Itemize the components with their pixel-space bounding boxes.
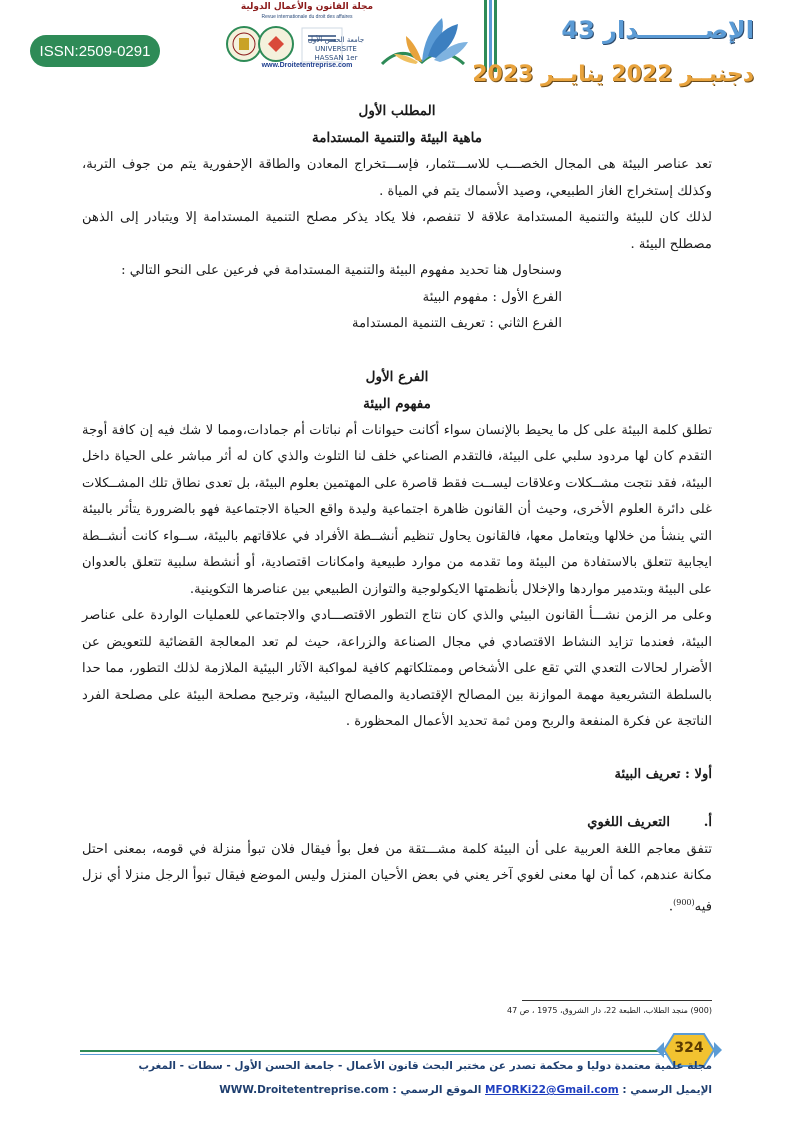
branch-subtitle: مفهوم البيئة (363, 395, 431, 412)
article-body (82, 98, 712, 920)
page-number: 324 (674, 1040, 704, 1056)
paragraph: لذلك كان للبيئة والتنمية المستدامة علاقة لا تنفصم، فلا يكاد يذكر مصلح التنمية المستدامة إلا ويتبادر إلى الذهن مصطلح البيئة . (82, 210, 712, 252)
journal-name-ar: مجلة القانون والأعمال الدولية (240, 2, 374, 12)
open-book-logo-icon (372, 4, 472, 72)
alpha-heading (82, 810, 712, 837)
paragraph: وسنحاول هنا تحديد مفهوم البيئة والتنمية المستدامة في فرعين على النحو التالي : (121, 263, 562, 278)
journal-name-fr: Revue internationale du droit des affaires (261, 14, 353, 20)
paragraph: تطلق كلمة البيئة على كل ما يحيط بالإنسان سواء أكانت حيوانات أم نباتات أم جمادات،ومما لا شك فيه إن كافة أوجة التقدم كان لها مردود سلبي على البيئة، فالتقدم الصناعي خلف لنا التلوث والذي كان له أثر مباشر على الحياة داخل البيئة، فقد نتجت مشــكلات وعلاقات ليســت فقط قاصرة على المهتمين بعلوم البيئة، بل تعدى نطاق تلك المشــكلات غلى دائرة العلوم الأخرى، وحيث أن القانون ظاهرة اجتماعية وليدة واقع الحياة الاجتماعية فهو بالضرورة يتأثر بالبيئة التي ينشأ من خلالها ويتعامل معها، فالقانون يحاول تنظيم أنشــطة الأفراد في علاقاتهم بالبيئة، ســواء كانت أنشــطة ايجابية تتعلق بالاستفادة من البيئة وما تقدمه من موارد طبيعية وامكانات اقتصادية، أو أنشطة سلبية تتعلق بالعدوان على البيئة وبتدمير مواردها والإخلال بأنظمتها الايكولوجية والتوازن الطبيعي بين عناصرها التكوينية. (82, 422, 712, 597)
branch-list-item: الفرع الأول : مفهوم البيئة (422, 289, 562, 305)
alpha-title: التعريف اللغوي (587, 815, 670, 830)
footer-rule-secondary (80, 1054, 680, 1055)
footnote-reference[interactable]: (900) (673, 897, 695, 907)
alpha-number: أ. (703, 815, 712, 830)
final-paragraph-end: . (668, 898, 674, 914)
section-subtitle: ماهية البيئة والتنمية المستدامة (312, 130, 482, 146)
footnote: (900) منجد الطلاب، الطبعة 22، دار الشروق، 1975 ، ص 47 (506, 1006, 712, 1015)
issn-badge: ISSN:2509-0291 (30, 35, 160, 67)
footer-description: مجلة علمية معتمدة دوليا و محكمة تصدر عن مختبر البحث قانون الأعمال - جامعة الحسن الأول - سطات - المغرب (138, 1060, 712, 1072)
footer-rule (80, 1050, 712, 1052)
final-paragraph-text: تتفق معاجم اللغة العربية على أن البيئة كلمة مشـــتقة من فعل بوأ فيقال فلان تبوأ منزلة في قومه، بمعنى احتل مكانة عندهم، كما أن لها معنى لغوي آخر يعني في بعض الأحيان المنزل وليس الموضع فيقال تبوأ الرجل منزلا أي نزل فيه (82, 841, 712, 914)
website-label: الموقع الرسمي : (388, 1084, 485, 1096)
branch-list-item: الفرع الثاني : تعريف التنمية المستدامة (352, 316, 562, 331)
section-title: المطلب الأول (358, 103, 436, 119)
first-heading: أولا : تعريف البيئة (614, 766, 712, 782)
email-link[interactable]: MFORKi22@Gmail.com (485, 1084, 619, 1096)
branch-title: الفرع الأول (365, 368, 429, 385)
footnote-rule (522, 1000, 712, 1001)
website-link[interactable]: WWW.Droitetentreprise.com (219, 1084, 389, 1096)
issue-date: دجنبــر 2022 ينايــر 2023 (472, 62, 754, 87)
email-label: الإيميل الرسمي : (618, 1084, 712, 1096)
university-name: جامعة الحسن الأول UNIVERSITE HASSAN 1er (307, 36, 365, 62)
paragraph: تعد عناصر البيئة هى المجال الخصـــب للاســـتثمار، فإســـتخراج المعادن والطاقة الإحفورية يتم من جوف التربة، وكذلك إستخراج الغاز الطبيعي، وصيد الأسماك يتم في المياة . (82, 157, 712, 199)
header-website: www.Droitetentreprise.com (261, 62, 353, 69)
issue-number: الإصــــــــدار 43 (561, 16, 754, 44)
paragraph: وعلى مر الزمن نشـــأ القانون البيئي والذي كان نتاج التطور الاقتصـــادي والاجتماعي للعمليات الواردة على عناصر البيئة، فعندما تزايد النشاط الاقتصادي في مجال الصناعة والزراعة، حيث لم تعد المعالجة القضائية للتعويض عن الأضرار لحالات التعدي التي تقع على الأشخاص وممتلكاتهم كافية لمواكبة الآثار البيئية الملازمة لذلك التطور، مما حدا بالسلطة التشريعية مهمة الموازنة بين المصالح الإقتصادية والمصالح البيئية، وترجيح مصلحة البيئة على مصلحة الفرد الناتجة عن فكرة المنفعة والربح ومن ثمة تحديد الأعمال المحظورة . (82, 608, 712, 729)
paragraph (82, 837, 712, 921)
footer-contact (219, 1084, 712, 1096)
